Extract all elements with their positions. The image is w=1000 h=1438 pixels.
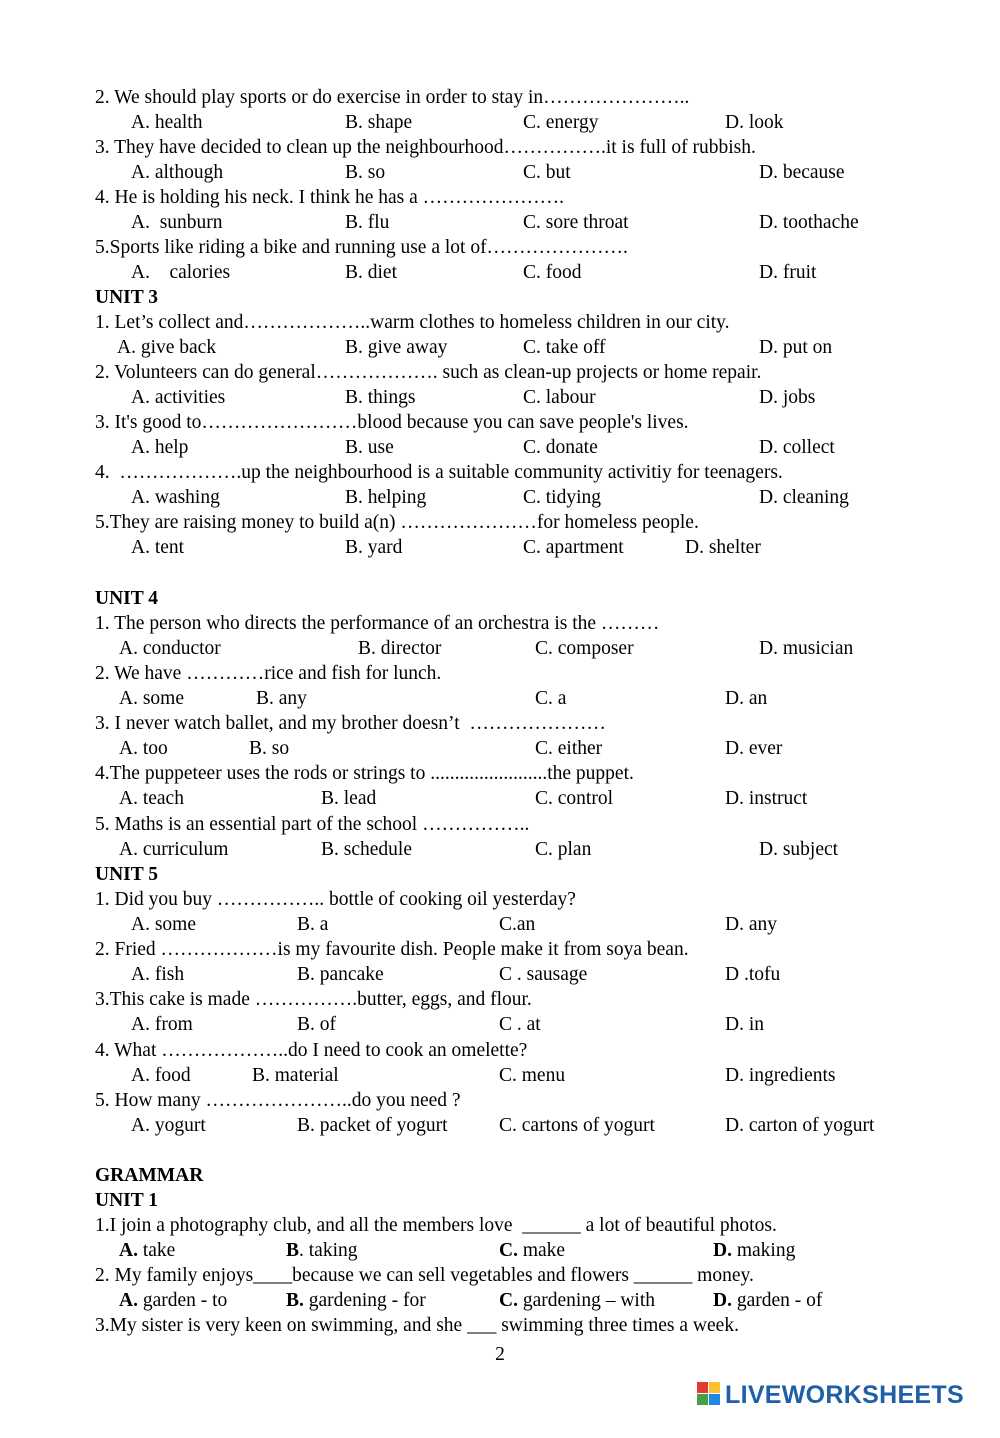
option-c: C. energy: [523, 112, 599, 133]
option-d: D. subject: [759, 839, 839, 860]
option-a: A. health: [131, 112, 203, 133]
option-a: A. washing: [131, 487, 220, 508]
option-c: C. either: [535, 738, 603, 759]
option-a: A. activities: [131, 387, 226, 408]
option-c: C. control: [535, 788, 613, 809]
option-a: A. fish: [131, 964, 185, 985]
option-d: D. cleaning: [759, 487, 849, 508]
option-c: C. but: [523, 162, 571, 183]
option-c: C. plan: [535, 839, 592, 860]
option-b: B. use: [345, 437, 394, 458]
option-b: B. so: [345, 162, 386, 183]
option-b: B. a: [297, 914, 329, 935]
option-a: A. yogurt: [131, 1115, 206, 1136]
option-c: C. apartment: [523, 537, 624, 558]
option-d: D. toothache: [759, 212, 859, 233]
option-a: A. some: [119, 688, 184, 709]
option-b: B. director: [358, 638, 442, 659]
option-d: D. look: [725, 112, 784, 133]
liveworksheets-badge-icon: [697, 1382, 721, 1406]
option-c: C. sore throat: [523, 212, 629, 233]
option-c: C. labour: [523, 387, 596, 408]
option-b: B. helping: [345, 487, 427, 508]
option-a: A. calories: [131, 262, 231, 283]
option-c: C. composer: [535, 638, 634, 659]
option-d: D. musician: [759, 638, 854, 659]
option-d: D. collect: [759, 437, 835, 458]
option-d: D. jobs: [759, 387, 816, 408]
option-b: B. shape: [345, 112, 413, 133]
option-a: A. teach: [119, 788, 184, 809]
option-b: B. yard: [345, 537, 403, 558]
option-b: B. things: [345, 387, 416, 408]
options-line: [0, 1238, 796, 1263]
option-c: C. gardening – with: [499, 1290, 655, 1311]
option-d: D. instruct: [725, 788, 808, 809]
option-d: D. shelter: [685, 537, 761, 558]
option-c: C. make: [499, 1240, 566, 1261]
option-b: B. flu: [345, 212, 390, 233]
options-line: [0, 1288, 823, 1313]
option-d: D. fruit: [759, 262, 817, 283]
option-c: C.an: [499, 914, 536, 935]
option-b: B. so: [249, 738, 290, 759]
option-d: D. carton of yogurt: [725, 1115, 875, 1136]
option-a: A. from: [131, 1014, 193, 1035]
option-a: A. take: [119, 1240, 176, 1261]
option-c: C . at: [499, 1014, 541, 1035]
option-a: A. help: [131, 437, 189, 458]
option-b: B. of: [297, 1014, 336, 1035]
option-a: A. food: [131, 1065, 191, 1086]
option-c: C. menu: [499, 1065, 566, 1086]
option-d: D. garden - of: [713, 1290, 823, 1311]
option-c: C. food: [523, 262, 582, 283]
option-a: A. garden - to: [119, 1290, 228, 1311]
option-a: A. give back: [117, 337, 217, 358]
option-c: C. cartons of yogurt: [499, 1115, 655, 1136]
option-d: D. any: [725, 914, 777, 935]
option-b: B. diet: [345, 262, 397, 283]
option-b: B. give away: [345, 337, 448, 358]
option-c: C. a: [535, 688, 567, 709]
option-b: B. taking: [286, 1240, 358, 1261]
option-a: A. too: [119, 738, 168, 759]
option-d: D. an: [725, 688, 768, 709]
liveworksheets-logo-text: LIVEWORKSHEETS: [725, 1381, 964, 1409]
option-b: B. packet of yogurt: [297, 1115, 448, 1136]
option-d: D .tofu: [725, 964, 781, 985]
option-a: A. conductor: [119, 638, 221, 659]
option-b: B. pancake: [297, 964, 384, 985]
option-c: C. donate: [523, 437, 598, 458]
option-b: B. material: [252, 1065, 339, 1086]
option-a: A. curriculum: [119, 839, 229, 860]
option-d: D. ever: [725, 738, 783, 759]
option-c: C . sausage: [499, 964, 588, 985]
option-a: A. sunburn: [131, 212, 223, 233]
option-d: D. making: [713, 1240, 796, 1261]
option-d: D. in: [725, 1014, 764, 1035]
option-a: A. some: [131, 914, 196, 935]
option-a: A. tent: [131, 537, 185, 558]
option-d: D. because: [759, 162, 845, 183]
option-d: D. put on: [759, 337, 833, 358]
option-b: B. gardening - for: [286, 1290, 426, 1311]
option-a: A. although: [131, 162, 224, 183]
option-c: C. tidying: [523, 487, 602, 508]
option-c: C. take off: [523, 337, 606, 358]
option-b: B. schedule: [321, 839, 412, 860]
option-d: D. ingredients: [725, 1065, 836, 1086]
page-number: 2: [495, 1344, 505, 1365]
option-b: B. any: [256, 688, 307, 709]
liveworksheets-logo[interactable]: [697, 1381, 964, 1409]
option-b: B. lead: [321, 788, 377, 809]
